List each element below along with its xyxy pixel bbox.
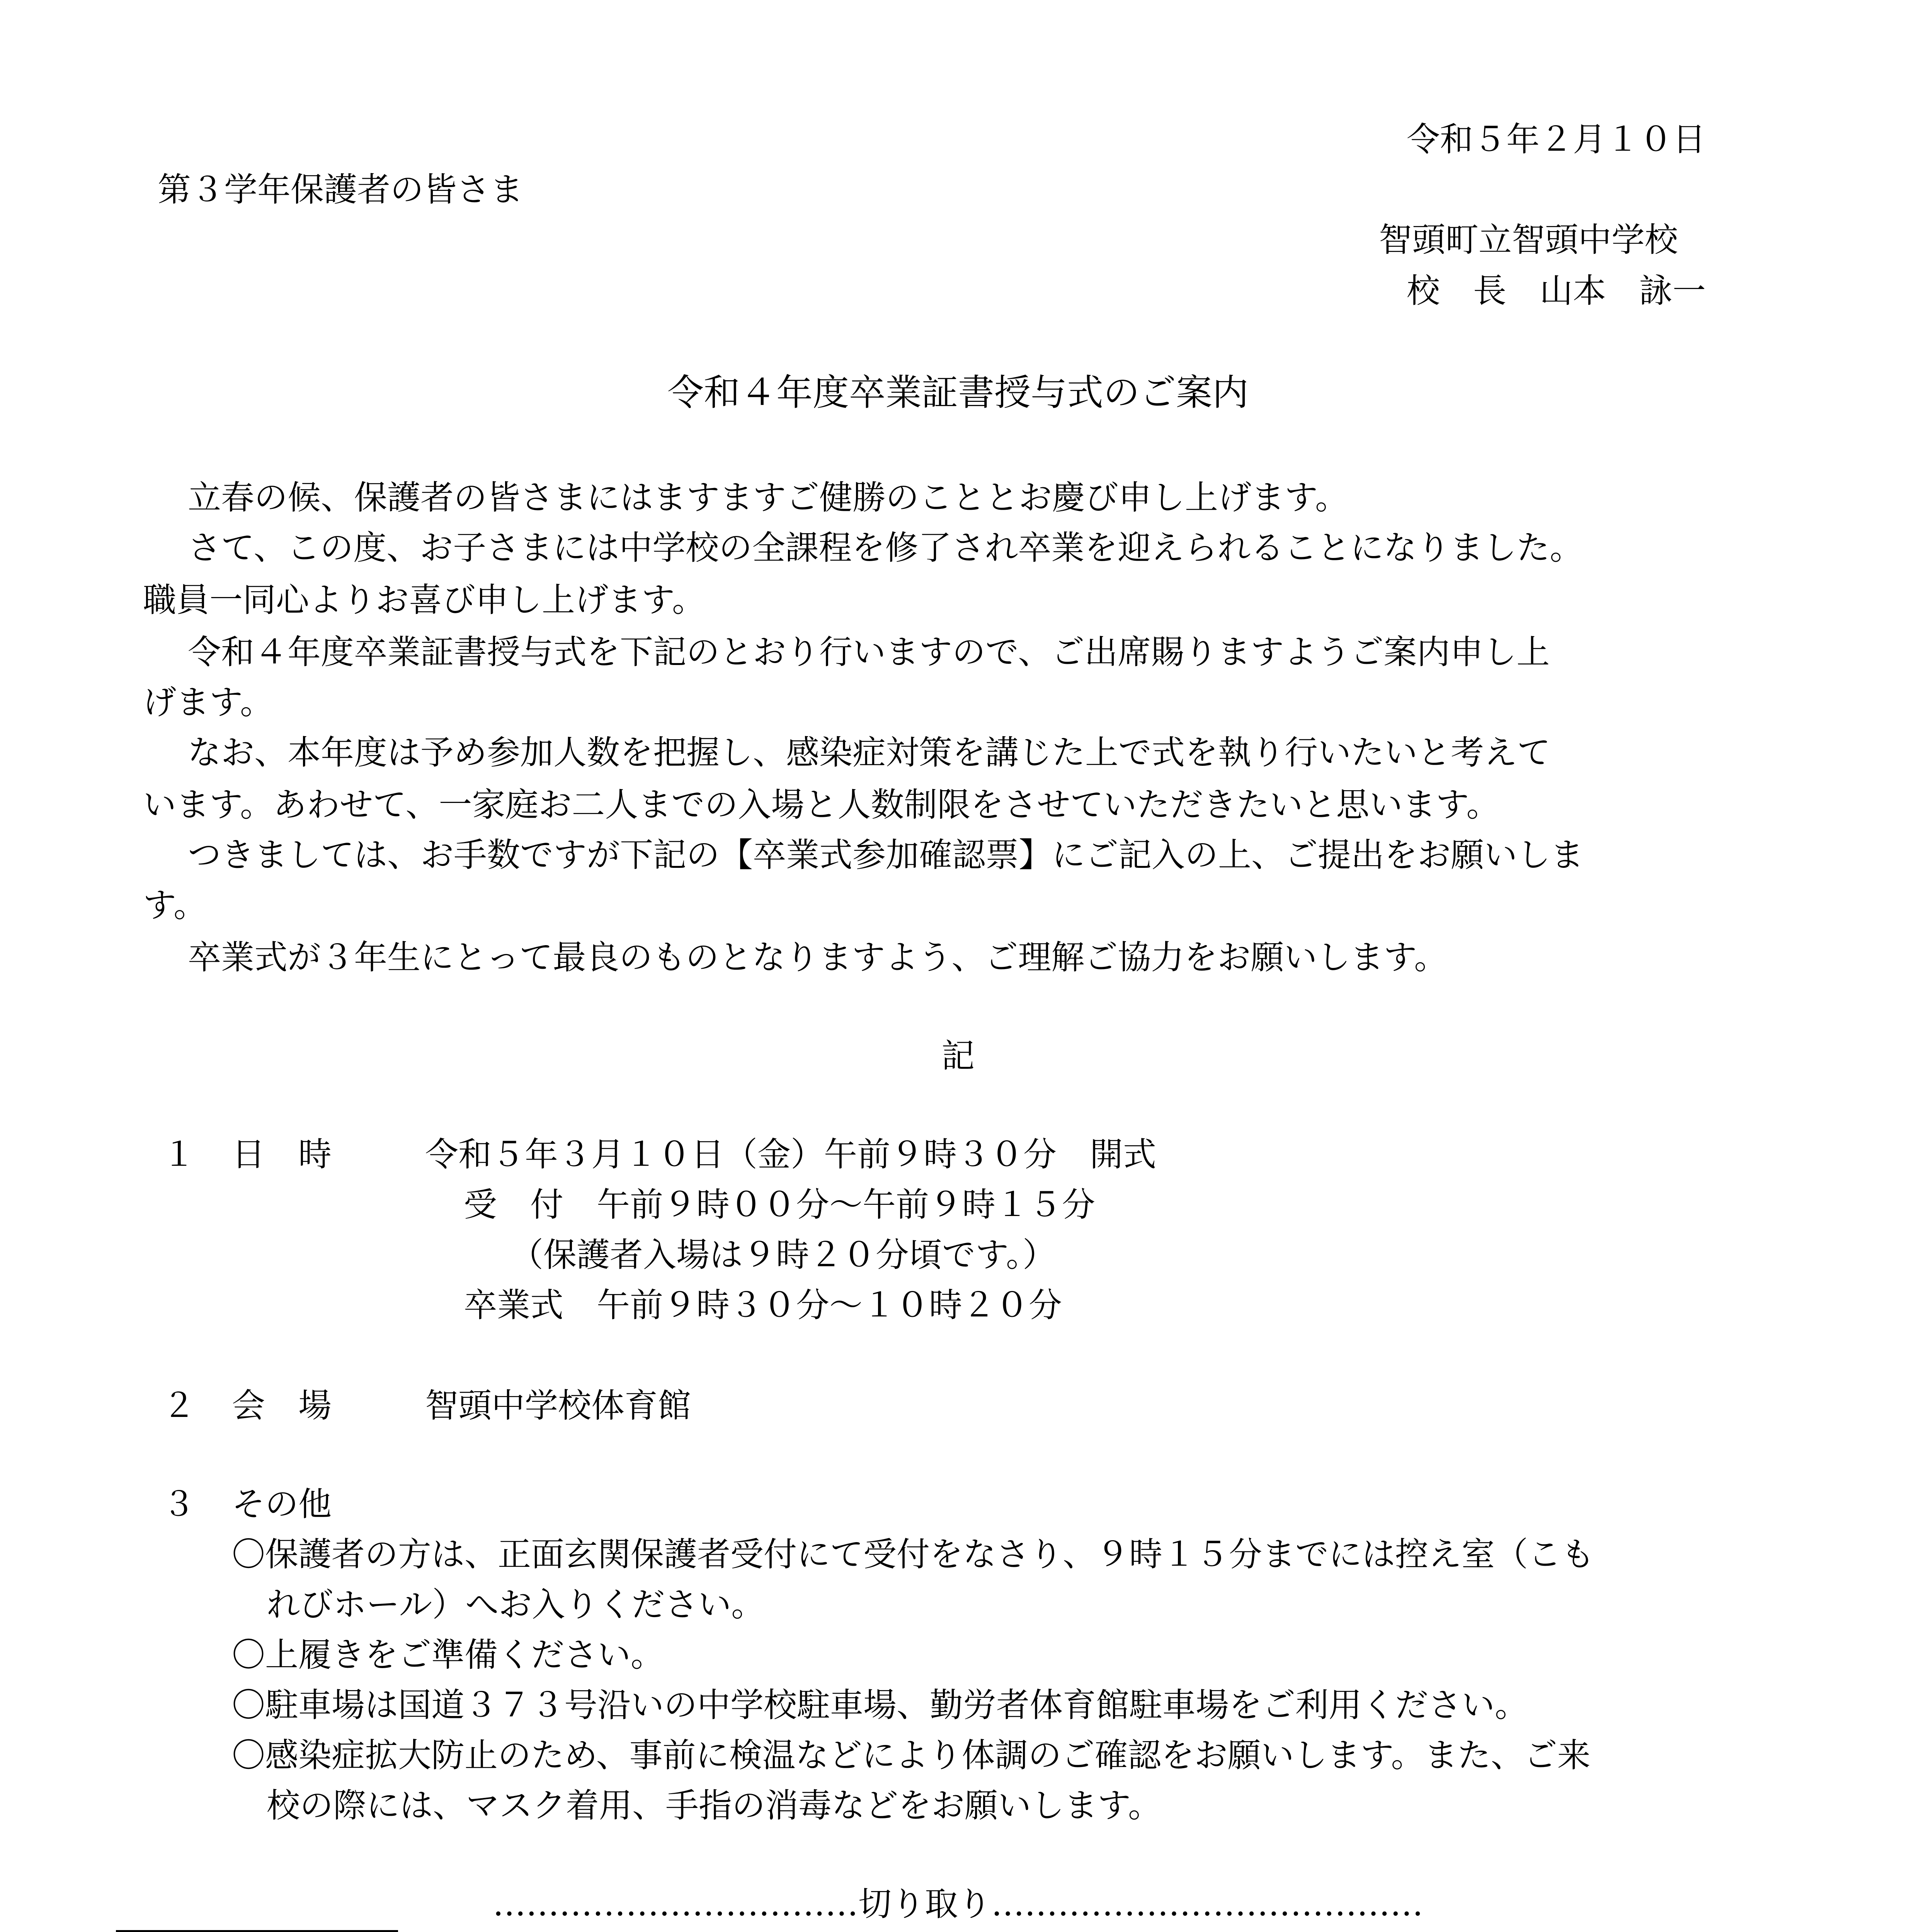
- item3-line: 〇感染症拡大防止のため、事前に検温などにより体調のご確認をお願いします。また、ご来: [232, 1736, 1591, 1775]
- item3-line: 校の際には、マスク着用、手指の消毒などをお願いします。: [267, 1786, 1162, 1825]
- body-line: げます。: [143, 683, 274, 722]
- item1-note: （保護者入場は９時２０分頃です。）: [510, 1236, 1056, 1274]
- cut-line: ……………………………切り取り…………………………………: [493, 1885, 1423, 1923]
- item2-number: ２: [162, 1386, 196, 1425]
- item1-number: １: [162, 1135, 196, 1174]
- body-line: 令和４年度卒業証書授与式を下記のとおり行いますので、ご出席賜りますようご案内申し上: [155, 633, 1550, 672]
- item3-line: 〇保護者の方は、正面玄関保護者受付にて受付をなさり、９時１５分までには控え室（こも: [232, 1535, 1594, 1574]
- principal-name: 校 長 山本 詠一: [1407, 272, 1706, 310]
- body-line: つきましては、お手数ですが下記の【卒業式参加確認票】にご記入の上、ご提出をお願いしま: [155, 836, 1584, 874]
- form-title: [116, 1930, 398, 1932]
- item1-reception: 受 付 午前９時００分～午前９時１５分: [464, 1185, 1095, 1224]
- item2-venue: 智頭中学校体育館: [425, 1386, 691, 1425]
- item1-ceremony: 卒業式 午前９時３０分～１０時２０分: [464, 1286, 1062, 1325]
- item1-datetime: 令和５年３月１０日（金）午前９時３０分 開式: [425, 1135, 1156, 1174]
- item3-line: 〇上履きをご準備ください。: [232, 1636, 664, 1674]
- document-title: 令和４年度卒業証書授与式のご案内: [667, 372, 1249, 414]
- item3-line: れびホール）へお入りください。: [267, 1585, 765, 1624]
- item1-label: 日 時: [232, 1135, 332, 1174]
- body-line: なお、本年度は予め参加人数を把握し、感染症対策を講じた上で式を執り行いたいと考えて: [155, 733, 1550, 772]
- body-line: 職員一同心よりお喜び申し上げます。: [143, 581, 706, 619]
- issue-date: 令和５年２月１０日: [1407, 120, 1706, 159]
- school-name: 智頭町立智頭中学校: [1379, 221, 1678, 259]
- item2-label: 会 場: [232, 1386, 332, 1425]
- body-line: す。: [143, 886, 207, 925]
- item3-line: 〇駐車場は国道３７３号沿いの中学校駐車場、勤労者体育館駐車場をご利用ください。: [232, 1686, 1528, 1725]
- body-line: います。あわせて、一家庭お二人までの入場と人数制限をさせていただきたいと思います。: [143, 786, 1500, 824]
- recipient: 第３学年保護者の皆さま: [158, 170, 523, 209]
- ki-heading: 記: [941, 1037, 975, 1075]
- body-line: さて、この度、お子さまには中学校の全課程を修了され卒業を迎えられることになりました。: [155, 529, 1583, 567]
- body-line: 立春の候、保護者の皆さまにはますますご健勝のこととお慶び申し上げます。: [155, 478, 1349, 517]
- body-line: 卒業式が３年生にとって最良のものとなりますよう、ご理解ご協力をお願いします。: [155, 938, 1448, 977]
- item3-label: その他: [232, 1485, 332, 1524]
- item3-number: ３: [162, 1485, 196, 1524]
